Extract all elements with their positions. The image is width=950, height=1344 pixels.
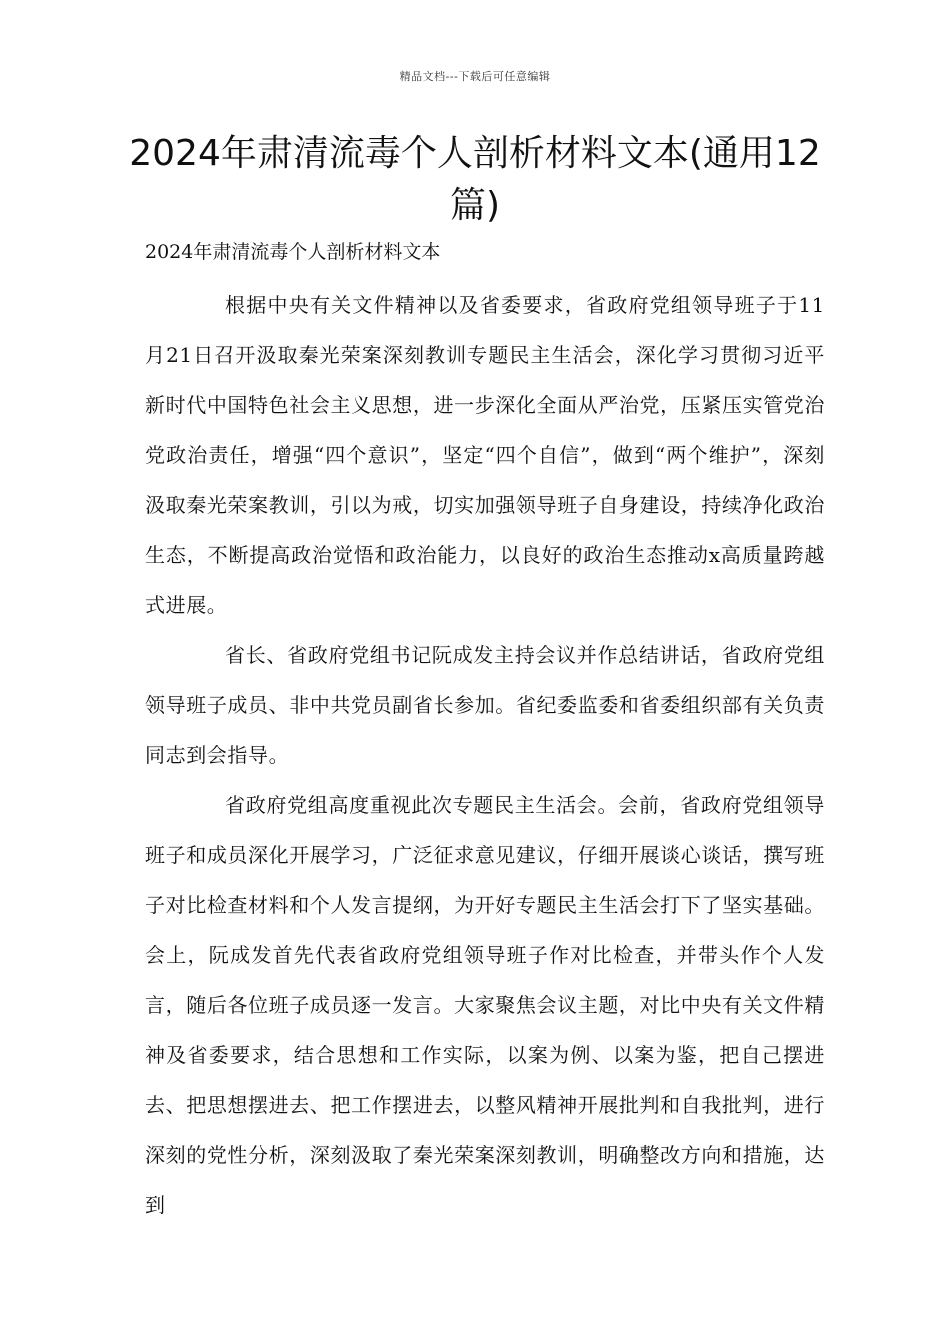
body-paragraph-2: 省长、省政府党组书记阮成发主持会议并作总结讲话，省政府党组领导班子成员、非中共党员副省长参加。省纪委监委和省委组织部有关负责同志到会指导。 — [145, 643, 825, 767]
body-paragraph-3: 省政府党组高度重视此次专题民主生活会。会前，省政府党组领导班子和成员深化开展学习，广泛征求意见建议，仔细开展谈心谈话，撰写班子对比检查材料和个人发言提纲，为开好专题民主生活会打下了坚实基础。会上，阮成发首先代表省政府党组领导班子作对比检查，并带头作个人发言，随后各位班子成员逐一发言。大家聚焦会议主题，对比中央有关文件精神及省委要求，结合思想和工作实际，以案为例、以案为鉴，把自己摆进去、把思想摆进去、把工作摆进去，以整风精神开展批判和自我批判，进行深刻的党性分析，深刻汲取了秦光荣案深刻教训，明确整改方向和措施，达到 — [145, 793, 825, 1217]
document-subtitle: 2024年肃清流毒个人剖析材料文本 — [145, 241, 441, 263]
document-body — [145, 280, 825, 1230]
header-note: 精品文档---下载后可任意编辑 — [399, 70, 551, 83]
body-paragraph-1: 根据中央有关文件精神以及省委要求，省政府党组领导班子于11月21日召开汲取秦光荣案深刻教训专题民主生活会，深化学习贯彻习近平新时代中国特色社会主义思想，进一步深化全面从严治党，压紧压实管党治党政治责任，增强“四个意识”，坚定“四个自信”，做到“两个维护”，深刻汲取秦光荣案教训，引以为戒，切实加强领导班子自身建设，持续净化政治生态，不断提高政治觉悟和政治能力，以良好的政治生态推动x高质量跨越式进展。 — [145, 293, 825, 617]
document-title: 2024年肃清流毒个人剖析材料文本(通用12篇) — [129, 133, 821, 226]
